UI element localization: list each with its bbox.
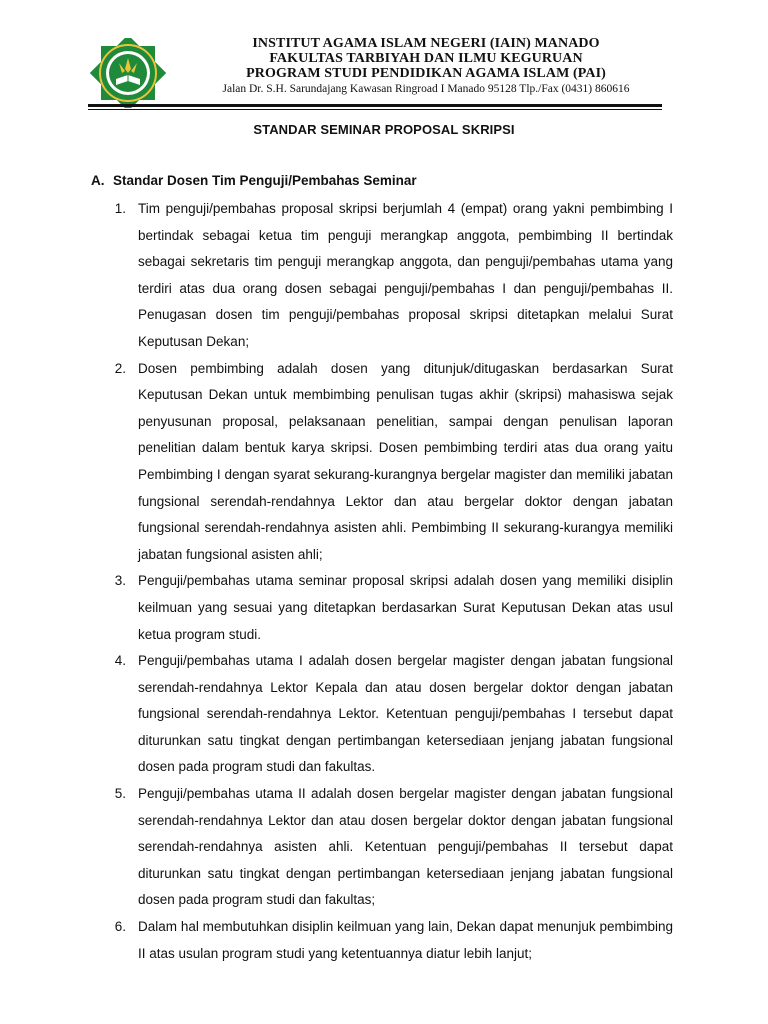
- institution-name: INSTITUT AGAMA ISLAM NEGERI (IAIN) MANADO: [252, 36, 600, 51]
- list-item: [0, 568, 768, 648]
- institution-address: Jalan Dr. S.H. Sarundajang Kawasan Ringroad I Manado 95128 Tlp./Fax (0431) 860616: [222, 83, 630, 95]
- list-item-number: 4.: [114, 653, 126, 669]
- list-item-text: Penguji/pembahas utama I adalah dosen bergelar magister dengan jabatan fungsional serendah-rendahnya Lektor Kepala dan atau dosen bergelar doktor dengan jabatan fungsional serendah-rendahnya Lektor. Ketentuan penguji/pembahas I tersebut dapat diturunkan satu tingkat dengan pertimbangan ketersediaan jenjang jabatan fungsional dosen pada program studi dan fakultas.: [138, 653, 673, 775]
- list-item: [0, 914, 768, 967]
- list-item-text: Penguji/pembahas utama seminar proposal skripsi adalah dosen yang memiliki disiplin keilmuan yang sesuai yang ditetapkan berdasarkan Surat Keputusan Dekan atas usul ketua program studi.: [138, 573, 673, 642]
- list-item-text: Tim penguji/pembahas proposal skripsi berjumlah 4 (empat) orang yakni pembimbing I bertindak sebagai ketua tim penguji merangkap anggota, pembimbing II bertindak sebagai sekretaris tim penguji merangkap anggota, dan penguji/pembahas utama yang terdiri atas dua orang dosen sebagai penguji/pembahas I dan penguji/pembahas II. Penugasan dosen tim penguji/pembahas proposal skripsi ditetapkan melalui Surat Keputusan Dekan;: [138, 201, 673, 349]
- list-item-number: 5.: [114, 786, 126, 802]
- letterhead-text: [184, 36, 668, 96]
- section-heading-text: Standar Dosen Tim Penguji/Pembahas Seminar: [113, 173, 417, 188]
- document-title: STANDAR SEMINAR PROPOSAL SKRIPSI: [253, 122, 515, 137]
- list-item-number: 2.: [114, 360, 126, 376]
- standards-list: [0, 196, 768, 967]
- letterhead-rule-thin: [88, 109, 662, 110]
- section-heading: [91, 173, 417, 189]
- program-name: PROGRAM STUDI PENDIDIKAN AGAMA ISLAM (PAI): [246, 66, 606, 81]
- list-item: [0, 648, 768, 781]
- list-item-number: 1.: [114, 201, 126, 216]
- list-item-number: 6.: [114, 919, 126, 935]
- section-marker: A.: [91, 173, 105, 188]
- list-item-text: Dalam hal membutuhkan disiplin keilmuan yang lain, Dekan dapat menunjuk pembimbing II atas usulan program studi yang ketentuannya diatur lebih lanjut;: [138, 919, 673, 961]
- list-item: [0, 356, 768, 569]
- letterhead: [88, 36, 668, 108]
- list-item-number: 3.: [114, 573, 126, 589]
- letterhead-rule-thick: [88, 104, 662, 107]
- list-item: [0, 781, 768, 914]
- list-item-text: Penguji/pembahas utama II adalah dosen bergelar magister dengan jabatan fungsional serendah-rendahnya Lektor dan atau dosen bergelar doktor dengan jabatan fungsional serendah-rendahnya asisten ahli. Ketentuan penguji/pembahas II tersebut dapat diturunkan satu tingkat dengan pertimbangan ketersediaan jenjang jabatan fungsional dosen pada program studi dan fakultas;: [138, 786, 673, 908]
- faculty-name: FAKULTAS TARBIYAH DAN ILMU KEGURUAN: [269, 51, 583, 66]
- list-item-text: Dosen pembimbing adalah dosen yang ditunjuk/ditugaskan berdasarkan Surat Keputusan Dekan untuk membimbing penulisan tugas akhir (skripsi) mahasiswa sejak penyusunan proposal, pelaksanaan penelitian, sampai dengan penulisan laporan penelitian dalam bentuk karya skripsi. Dosen pembimbing terdiri atas dua orang yaitu Pembimbing I dengan syarat sekurang-kurangnya bergelar magister dan memiliki jabatan fungsional serendah-rendahnya Lektor dan atau bergelar doktor dengan jabatan fungsional serendah-rendahnya asisten ahli. Pembimbing II sekurang-kurangya memiliki jabatan fungsional asisten ahli;: [138, 360, 673, 562]
- institution-logo-icon: [88, 38, 168, 108]
- list-item: [0, 196, 768, 356]
